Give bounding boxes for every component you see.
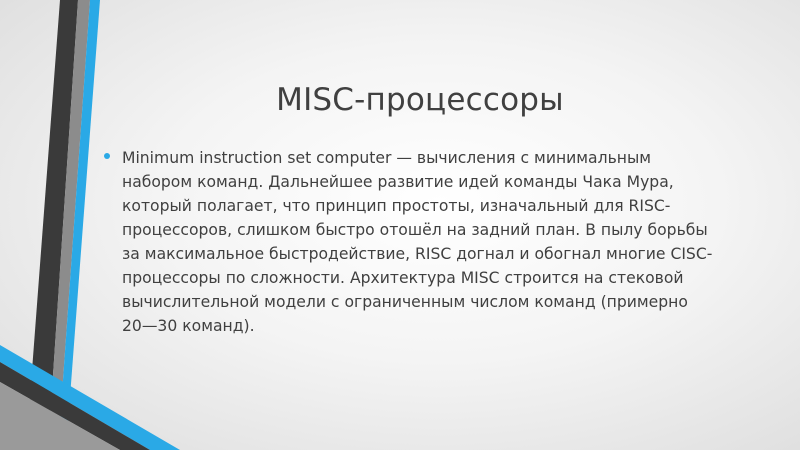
bullet-item <box>104 146 764 338</box>
slide-body <box>104 146 764 338</box>
bullet-line: 20—30 команд). <box>122 317 255 335</box>
bullet-line: который полагает, что принцип простоты, изначальный для RISC- <box>122 197 671 215</box>
bullet-dot-icon <box>104 153 110 159</box>
bullet-line: за максимальное быстродействие, RISC догнал и обогнал многие CISC- <box>122 245 713 263</box>
bullet-line: вычислительной модели с ограниченным числом команд (примерно <box>122 293 688 311</box>
bullet-line: набором команд. Дальнейшее развитие идей команды Чака Мура, <box>122 173 674 191</box>
bullet-line: процессоры по сложности. Архитектура MISC строится на стековой <box>122 269 684 287</box>
bullet-line: процессоров, слишком быстро отошёл на задний план. В пылу борьбы <box>122 221 708 239</box>
slide-title: MISC-процессоры <box>276 82 564 118</box>
bullet-line: Minimum instruction set computer — вычисления с минимальным <box>122 149 652 167</box>
bullet-text <box>122 146 764 338</box>
